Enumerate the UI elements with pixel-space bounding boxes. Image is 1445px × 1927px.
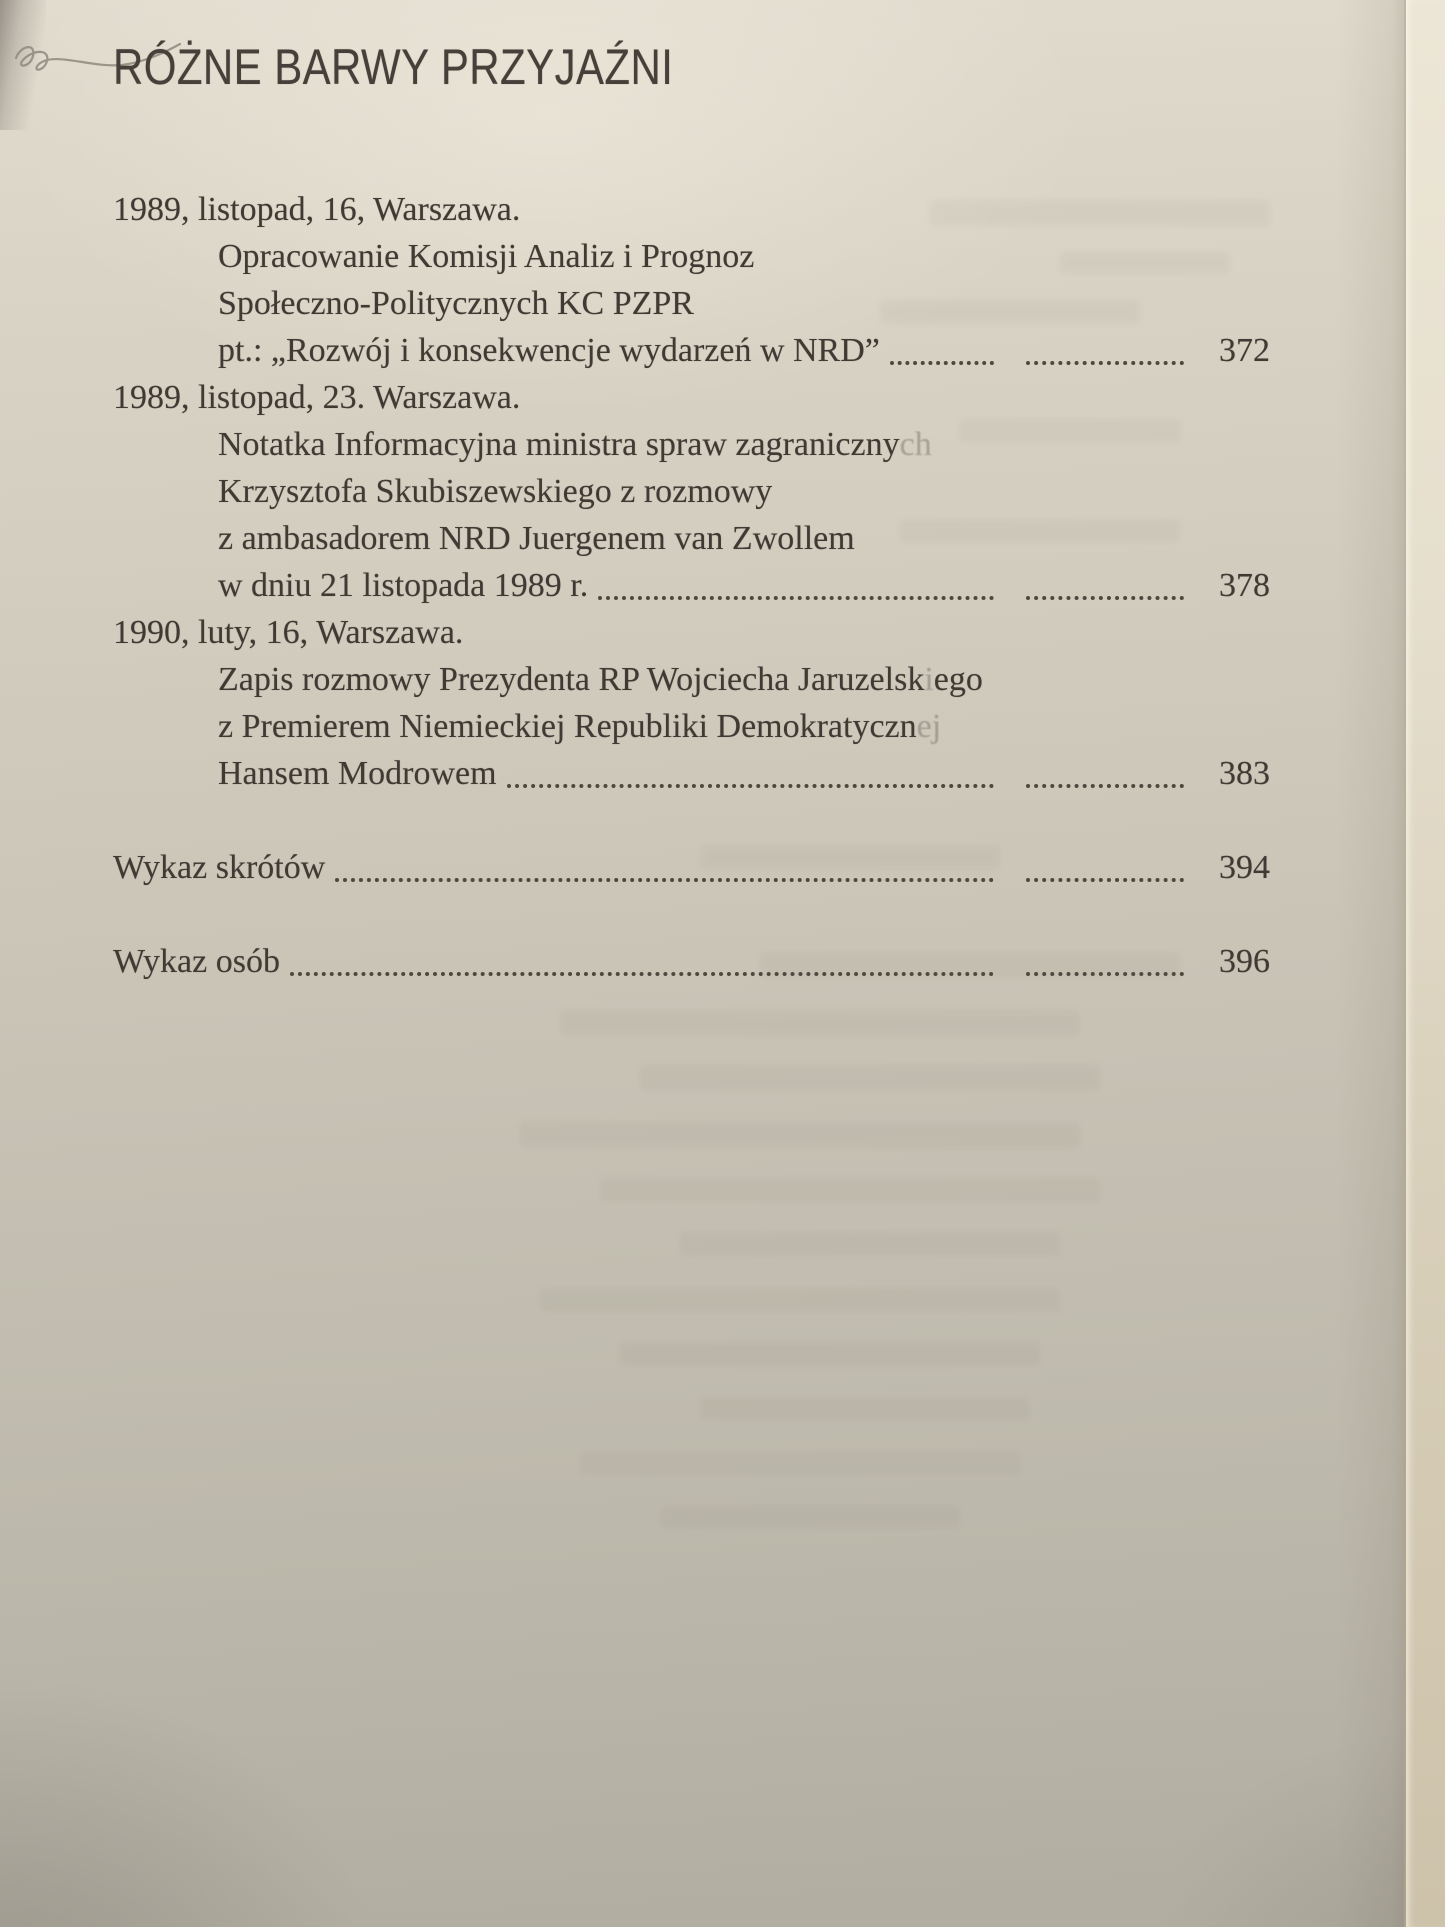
page-title: RÓŻNE BARWY PRZYJAŹNI	[113, 39, 674, 95]
line-text: z Premierem Niemieckiej Republiki Demokratyczn	[218, 708, 917, 745]
faded-text: ch	[899, 426, 932, 463]
dot-leader	[1026, 878, 1184, 882]
dot-leader	[290, 972, 994, 976]
toc-entry-line	[113, 233, 1270, 280]
toc-entry-line	[113, 468, 1270, 515]
toc-extra-line	[113, 844, 1270, 891]
toc-entry-line	[113, 421, 1270, 468]
blank-line	[113, 891, 1270, 938]
page-number: 394	[1219, 849, 1270, 886]
toc-entry-leader-line	[113, 327, 1270, 374]
page-edge	[1404, 0, 1445, 1927]
dot-leader	[335, 878, 994, 882]
dot-leader	[1026, 972, 1184, 976]
faded-text: ej	[916, 708, 942, 745]
dot-leader	[598, 596, 994, 600]
line-text: Wykaz skrótów	[113, 849, 326, 886]
line-text: Wykaz osób	[113, 943, 280, 980]
dot-leader	[1026, 361, 1184, 365]
page-edge-shadow	[1336, 0, 1406, 1927]
line-text: Krzysztofa Skubiszewskiego z rozmowy	[218, 473, 773, 510]
toc-entry-date: 1990, luty, 16, Warszawa.	[113, 614, 464, 651]
toc-entry-leader-line	[113, 562, 1270, 609]
line-text: Społeczno-Politycznych KC PZPR	[218, 285, 694, 322]
toc-entry-date: 1989, listopad, 16, Warszawa.	[113, 191, 521, 228]
toc-entry-line	[113, 656, 1270, 703]
toc-entry-line	[113, 703, 1270, 750]
page-number: 383	[1219, 755, 1270, 792]
dot-leader	[1026, 784, 1184, 788]
line-text: Zapis rozmowy Prezydenta RP Wojciecha Jaruzelsk	[218, 661, 925, 698]
line-text: pt.: „Rozwój i konsekwencje wydarzeń w NRD”	[218, 332, 880, 369]
page-number: 378	[1219, 567, 1270, 604]
line-text: w dniu 21 listopada 1989 r.	[218, 567, 589, 604]
line-text: Notatka Informacyjna ministra spraw zagraniczny	[218, 426, 900, 463]
toc-entry-line	[113, 280, 1270, 327]
line-text: Hansem Modrowem	[218, 755, 497, 792]
toc-entry-line	[113, 515, 1270, 562]
table-of-contents	[113, 186, 1270, 985]
toc-entry-leader-line	[113, 750, 1270, 797]
line-text: ego	[933, 661, 983, 698]
dot-leader	[1026, 596, 1184, 600]
faded-text: i	[924, 661, 934, 698]
dot-leader	[890, 361, 994, 365]
dot-leader	[507, 784, 994, 788]
toc-entry-date: 1989, listopad, 23. Warszawa.	[113, 379, 521, 416]
line-text: Opracowanie Komisji Analiz i Prognoz	[218, 238, 755, 275]
line-text: z ambasadorem NRD Juergenem van Zwollem	[218, 520, 855, 557]
page-number: 396	[1219, 943, 1270, 980]
page-number: 372	[1219, 332, 1270, 369]
blank-line	[113, 797, 1270, 844]
toc-extra-line	[113, 938, 1270, 985]
